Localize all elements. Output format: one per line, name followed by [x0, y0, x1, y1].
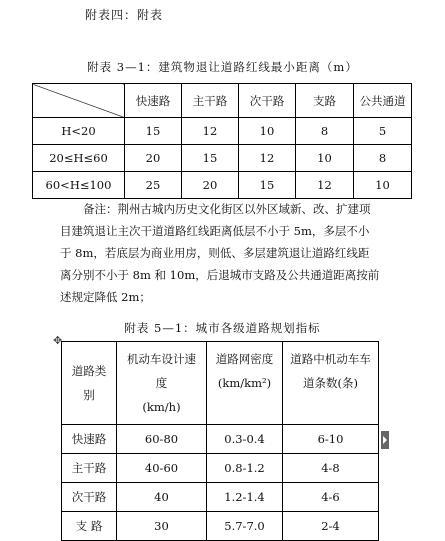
column-header: 支路 [296, 84, 354, 118]
column-header: 机动车设计速 度 (km/h) [117, 342, 207, 425]
table-cell: 40 [117, 483, 207, 512]
column-header: 道路类 别 [62, 342, 117, 425]
column-header: 快速路 [125, 84, 182, 118]
table1-caption: 附表 3—1：建筑物退让道路红线最小距离（m） [87, 60, 358, 74]
table-row [62, 425, 379, 454]
table-cell: 60-80 [117, 425, 207, 454]
table-row [33, 118, 412, 145]
table-cell: 15 [182, 145, 239, 172]
table-cell: 12 [239, 145, 296, 172]
table-cell: 5.7-7.0 [207, 512, 283, 541]
column-header: 主干路 [182, 84, 239, 118]
appendix-heading: 附表四：附表 [85, 8, 164, 22]
table-cell: 10 [239, 118, 296, 145]
note-line: 目建筑退让主次干道道路红线距离低层不小于 5m，多层不小 [60, 224, 370, 238]
table-cell: 6-10 [283, 425, 379, 454]
table-header-row [62, 342, 379, 425]
column-header: 次干路 [239, 84, 296, 118]
note-line: 离分别不小于 8m 和 10m，后退城市支路及公共通道距离按前 [60, 268, 380, 282]
table-cell: 30 [117, 512, 207, 541]
setback-distance-table [32, 83, 412, 199]
note-line: 备注：荆州古城内历史文化街区以外区域新、改、扩建项 [83, 202, 371, 216]
table-cell: 1.2-1.4 [207, 483, 283, 512]
table-row [62, 454, 379, 483]
column-header: 公共通道 [354, 84, 412, 118]
road-planning-table [61, 341, 379, 541]
table-cell: 8 [296, 118, 354, 145]
row-label: 20≤H≤60 [33, 145, 125, 172]
table-move-handle-icon[interactable]: ✥ [53, 334, 63, 347]
table-cell: 2-4 [283, 512, 379, 541]
table-cell: 25 [125, 172, 182, 199]
table-cell: 支 路 [62, 512, 117, 541]
diagonal-header-cell [33, 84, 125, 118]
column-header: 道路中机动车车 道条数(条) [283, 342, 379, 425]
column-header: 道路网密度 (km/km²) [207, 342, 283, 425]
row-label: H<20 [33, 118, 125, 145]
note-line: 于 8m，若底层为商业用房，则低、多层建筑退让道路红线距 [60, 246, 370, 260]
table-row [33, 172, 412, 199]
table-row [62, 483, 379, 512]
table-cell: 4-6 [283, 483, 379, 512]
table-cell: 主干路 [62, 454, 117, 483]
expand-arrow-icon[interactable] [381, 431, 389, 449]
table-cell: 12 [296, 172, 354, 199]
row-label: 60<H≤100 [33, 172, 125, 199]
table-row [33, 145, 412, 172]
table-cell: 4-8 [283, 454, 379, 483]
table-cell: 10 [296, 145, 354, 172]
table-cell: 15 [239, 172, 296, 199]
table-row [62, 512, 379, 541]
table-cell: 20 [182, 172, 239, 199]
table-cell: 快速路 [62, 425, 117, 454]
table-cell: 12 [182, 118, 239, 145]
table-cell: 0.8-1.2 [207, 454, 283, 483]
table-cell: 0.3-0.4 [207, 425, 283, 454]
table-cell: 15 [125, 118, 182, 145]
table-cell: 10 [354, 172, 412, 199]
table-cell: 8 [354, 145, 412, 172]
note-line: 述规定降低 2m； [60, 290, 151, 304]
table-cell: 20 [125, 145, 182, 172]
table-cell: 次干路 [62, 483, 117, 512]
table1-note [60, 198, 390, 308]
table-header-row [33, 84, 412, 118]
table2-caption: 附表 5—1：城市各级道路规划指标 [124, 321, 321, 335]
table-cell: 5 [354, 118, 412, 145]
table-cell: 40-60 [117, 454, 207, 483]
